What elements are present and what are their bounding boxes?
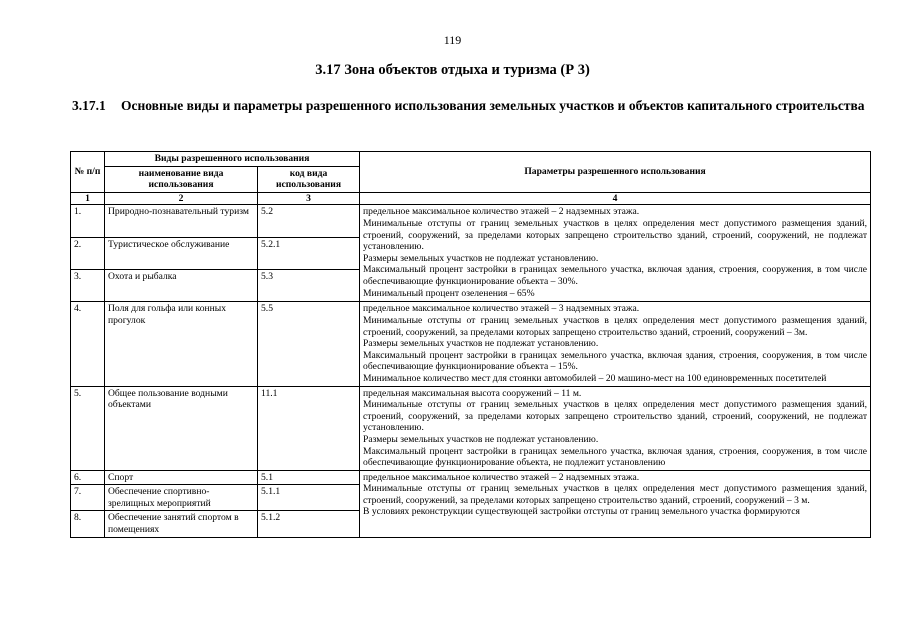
page-number: 119: [443, 33, 462, 47]
use-name: Охота и рыбалка: [105, 270, 258, 302]
use-code: 11.1: [258, 386, 360, 470]
subsection-number: 3.17.1: [72, 98, 106, 113]
use-name: Поля для гольфа или конных прогулок: [105, 302, 258, 386]
param-line: Максимальный процент застройки в границах земельного участка, включая здания, строения, сооружения, в том числе обеспечивающие функционирование объекта – 30%.: [363, 264, 868, 287]
header-group: Виды разрешенного использования: [105, 152, 360, 167]
use-name: Общее пользование водными объектами: [105, 386, 258, 470]
row-number: 2.: [71, 237, 105, 269]
param-line: предельное максимальное количество этажей – 2 надземных этажа.: [363, 206, 640, 218]
header-name: наименование вида использования: [105, 166, 258, 192]
row-number: 1.: [71, 205, 105, 237]
use-name: Природно-познавательный туризм: [105, 205, 258, 237]
params-cell: [360, 205, 871, 302]
param-line: предельная максимальная высота сооружений – 11 м.: [363, 387, 582, 399]
table-row: [71, 302, 871, 386]
use-code: 5.1.1: [258, 485, 360, 511]
header-num: № п/п: [71, 152, 105, 193]
params-cell: [360, 470, 871, 537]
column-number: 4: [360, 192, 871, 205]
use-code: 5.3: [258, 270, 360, 302]
param-line: Минимальное количество мест для стоянки автомобилей – 20 машино-мест на 100 единовременных посетителей: [363, 372, 827, 384]
subsection-heading: [72, 97, 872, 114]
land-use-table: [70, 151, 871, 538]
param-line: Минимальные отступы от границ земельных участков в целях определения мест допустимого размещения зданий, строений, сооружений, за пределами которых запрещено строительство зданий, строений, сооружений, не подлежат установлению.: [363, 217, 868, 253]
table-row: [71, 205, 871, 237]
params-cell: [360, 386, 871, 470]
param-line: предельное максимальное количество этажей – 2 надземных этажа.: [363, 471, 640, 483]
row-number: 5.: [71, 386, 105, 470]
use-name: Туристическое обслуживание: [105, 237, 258, 269]
param-line: Максимальный процент застройки в границах земельного участка, включая здания, строения, сооружения, в том числе обеспечивающие функционирование объекта – 15%.: [363, 349, 868, 373]
column-number: 2: [105, 192, 258, 205]
table-row: [71, 386, 871, 470]
subsection-title: Основные виды и параметры разрешенного использования земельных участков и объектов капитального строительства: [121, 98, 865, 113]
param-line: Максимальный процент застройки в границах земельного участка, включая здания, строения, сооружения, в том числе обеспечивающие функционирование объекта, не подлежит установлению: [363, 445, 868, 469]
param-line: Размеры земельных участков не подлежат установлению.: [363, 338, 599, 350]
param-line: В условиях реконструкции существующей застройки отступы от границ земельного участка формируются: [363, 506, 800, 518]
use-name: Обеспечение занятий спортом в помещениях: [105, 511, 258, 537]
params-cell: [360, 302, 871, 386]
row-number: 6.: [71, 470, 105, 485]
column-number: 3: [258, 192, 360, 205]
param-line: Минимальные отступы от границ земельных участков в целях определения мест допустимого размещения зданий, строений, сооружений, за пределами которых запрещено строительство зданий, строений, сооружений – 3 м.: [363, 483, 868, 506]
use-code: 5.1.2: [258, 511, 360, 537]
param-line: Минимальные отступы от границ земельных участков в целях определения мест допустимого размещения зданий, строений, сооружений, за пределами которых запрещено строительство зданий, строений, сооружений – 3м.: [363, 314, 868, 338]
column-number-row: [71, 192, 871, 205]
use-name: Обеспечение спортивно-зрелищных мероприятий: [105, 485, 258, 511]
section-title: 3.17 Зона объектов отдыха и туризма (Р 3): [315, 62, 590, 78]
header-code: код вида использования: [258, 166, 360, 192]
header-params: Параметры разрешенного использования: [360, 152, 871, 193]
use-code: 5.2: [258, 205, 360, 237]
param-line: Минимальные отступы от границ земельных участков в целях определения мест допустимого размещения зданий, строений, сооружений, за пределами которых запрещено строительство зданий, строений, сооружений, не подлежат установлению.: [363, 399, 868, 434]
row-number: 7.: [71, 485, 105, 511]
column-number: 1: [71, 192, 105, 205]
use-code: 5.2.1: [258, 237, 360, 269]
row-number: 8.: [71, 511, 105, 537]
param-line: предельное максимальное количество этажей – 3 надземных этажа.: [363, 303, 640, 315]
param-line: Минимальный процент озеленения – 65%: [363, 287, 535, 299]
row-number: 3.: [71, 270, 105, 302]
param-line: Размеры земельных участков не подлежат установлению.: [363, 252, 599, 264]
use-code: 5.5: [258, 302, 360, 386]
table-row: [71, 470, 871, 485]
use-name: Спорт: [105, 470, 258, 485]
row-number: 4.: [71, 302, 105, 386]
use-code: 5.1: [258, 470, 360, 485]
param-line: Размеры земельных участков не подлежат установлению.: [363, 433, 599, 445]
table-header-row: [71, 152, 871, 167]
